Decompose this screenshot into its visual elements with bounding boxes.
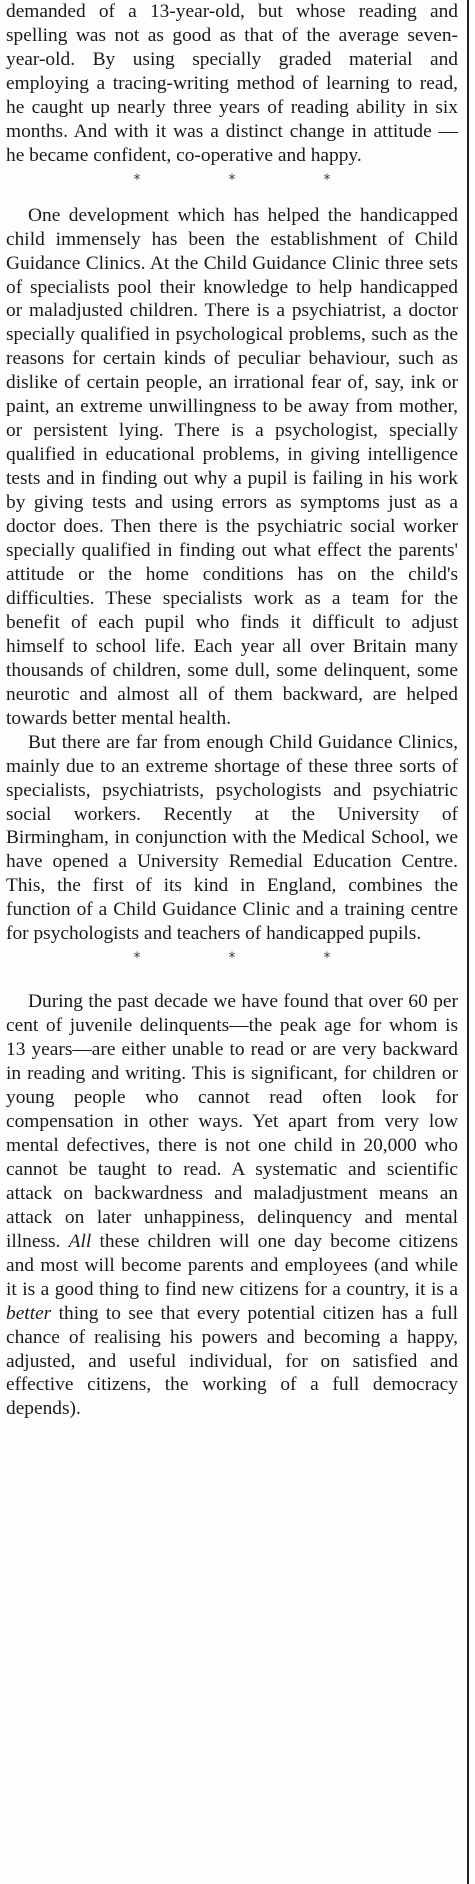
article-column — [6, 0, 458, 1421]
section-break-star: * — [228, 171, 236, 188]
paragraph-4-emphasis-all: All — [68, 1230, 92, 1252]
paragraph-4-text-c: thing to see that every potential citizen has a full chance of realising his powers and becoming a happy, adjusted, and useful individual, for on satisfied and effective citizens, the working of a full democracy depends). — [6, 1302, 458, 1420]
paragraph-2: One development which has helped the handicapped child immensely has been the establishment of Child Guidance Clinics. At the Child Guidance Clinic three sets of specialists pool their knowledge to help handicapped or maladjusted children. There is a psychiatrist, a doctor specially qualified in psychological problems, such as the reasons for certain kinds of peculiar behaviour, such as dislike of certain people, an irrational fear of, say, ink or paint, an extreme unwillingness to be away from mother, or persistent lying. There is a psychologist, specially qualified in educational problems, in giving intelligence tests and in finding out why a pupil is failing in his work by giving tests and using errors as symptoms just as a doctor does. Then there is the psychiatric social worker specially qualified in finding out what effect the parents' attitude or the home conditions has on the child's difficulties. These specialists work as a team for the benefit of each pupil who finds it difficult to adjust himself to school life. Each year all over Britain many thousands of children, some dull, some delinquent, some neurotic and almost all of them backward, are helped towards better mental health. — [6, 204, 458, 729]
paragraph-3: But there are far from enough Child Guidance Clinics, mainly due to an extreme shortage of these three sorts of specialists, psychiatrists, psychologists and psychiatric social workers. Recently at the University of Birmingham, in conjunction with the Medical School, we have opened a University Remedial Education Centre. This, the first of its kind in England, combines the function of a Child Guidance Clinic and a training centre for psychologists and teachers of handicapped pupils. — [6, 731, 458, 945]
section-break-star: * — [133, 171, 141, 188]
paragraph-4-emphasis-better: better — [6, 1302, 52, 1324]
section-break-star: * — [323, 950, 331, 967]
section-break-star: * — [133, 950, 141, 967]
paragraph-1: demanded of a 13-year-old, but whose reading and spelling was not as good as that of the average seven-year-old. By using specially graded material and employing a tracing-writing method of learning to read, he caught up nearly three years of reading ability in six months. And with it was a distinct change in attitude — he became confident, co-operative and happy. — [6, 1, 458, 166]
section-break-2 — [6, 946, 458, 970]
paragraph-4-text-b: these children will one day become citizens and most will become parents and employees (and while it is a good thing to find new citizens for a country, it is a — [6, 1230, 458, 1300]
section-break-star: * — [228, 950, 236, 967]
paragraph-4-text-a: During the past decade we have found that over 60 per cent of juvenile delinquents—the peak age for whom is 13 years—are either unable to read or are very backward in reading and writing. This is significant, for children or young people who cannot read often look for compensation in other ways. Yet apart from very low mental defectives, there is not one child in 20,000 who cannot be taught to read. A systematic and scientific attack on backwardness and maladjustment means an attack on later unhappiness, delinquency and mental illness. — [6, 991, 458, 1252]
paragraph-4 — [6, 990, 458, 1421]
section-break-star: * — [323, 171, 331, 188]
column-rule — [467, 0, 469, 1884]
section-break-1 — [6, 168, 458, 192]
